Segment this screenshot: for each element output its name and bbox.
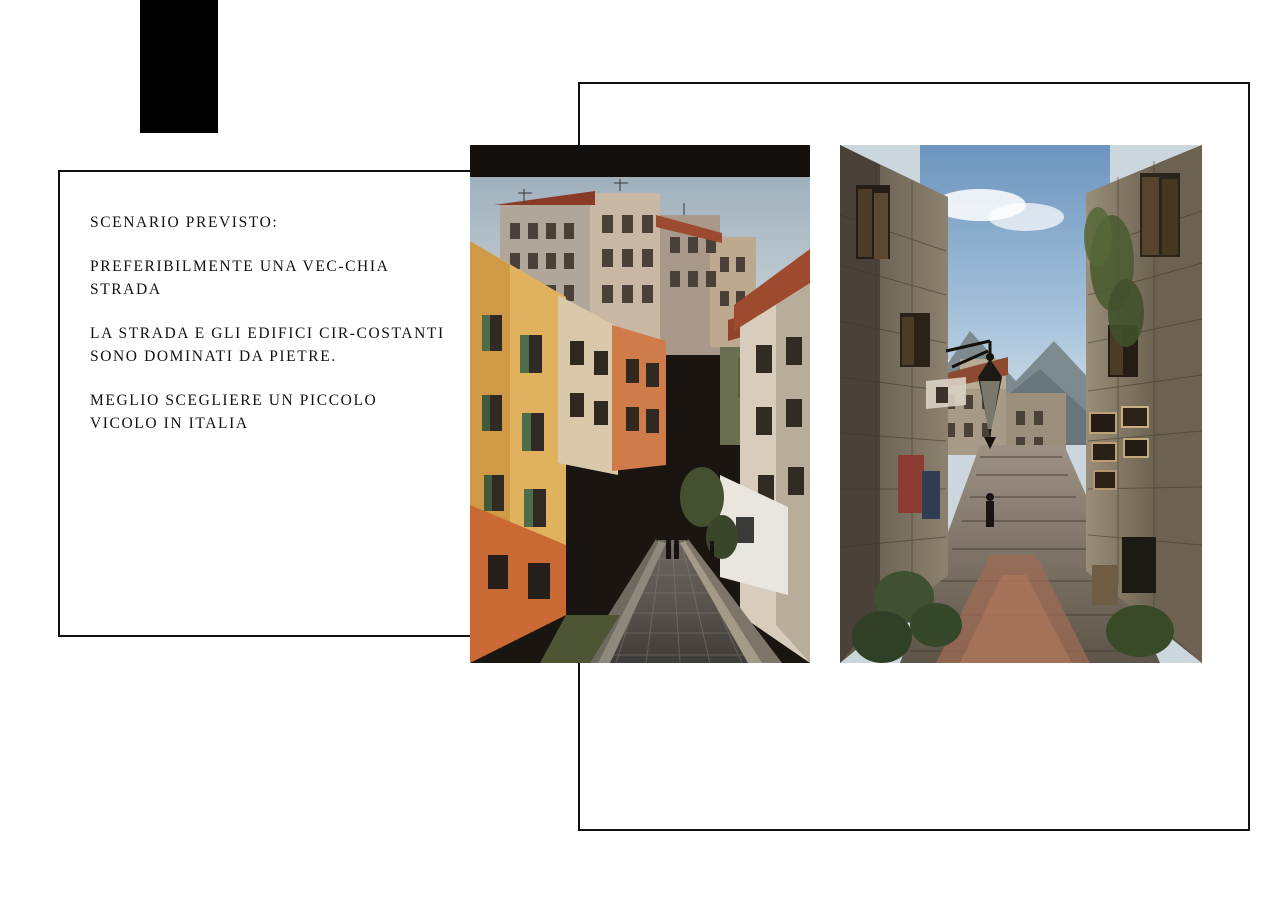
- image-stone-alley-with-lantern: [840, 145, 1202, 663]
- photo-1-artwork: [470, 145, 810, 663]
- scenario-heading: SCENARIO PREVISTO:: [90, 214, 279, 231]
- image-old-italian-street-colorful-houses: [470, 145, 810, 663]
- photo-2-artwork: [840, 145, 1202, 663]
- scenario-paragraph-2: LA STRADA E GLI EDIFICI CIR-COSTANTI SONO DOMINATI DA PIETRE.: [90, 325, 445, 365]
- black-decorative-block: [140, 0, 218, 133]
- scenario-paragraph-1: PREFERIBILMENTE UNA VEC-CHIA STRADA: [90, 258, 389, 298]
- scenario-paragraph-3: MEGLIO SCEGLIERE UN PICCOLO VICOLO IN ITALIA: [90, 392, 378, 432]
- scenario-text-block: [90, 212, 450, 435]
